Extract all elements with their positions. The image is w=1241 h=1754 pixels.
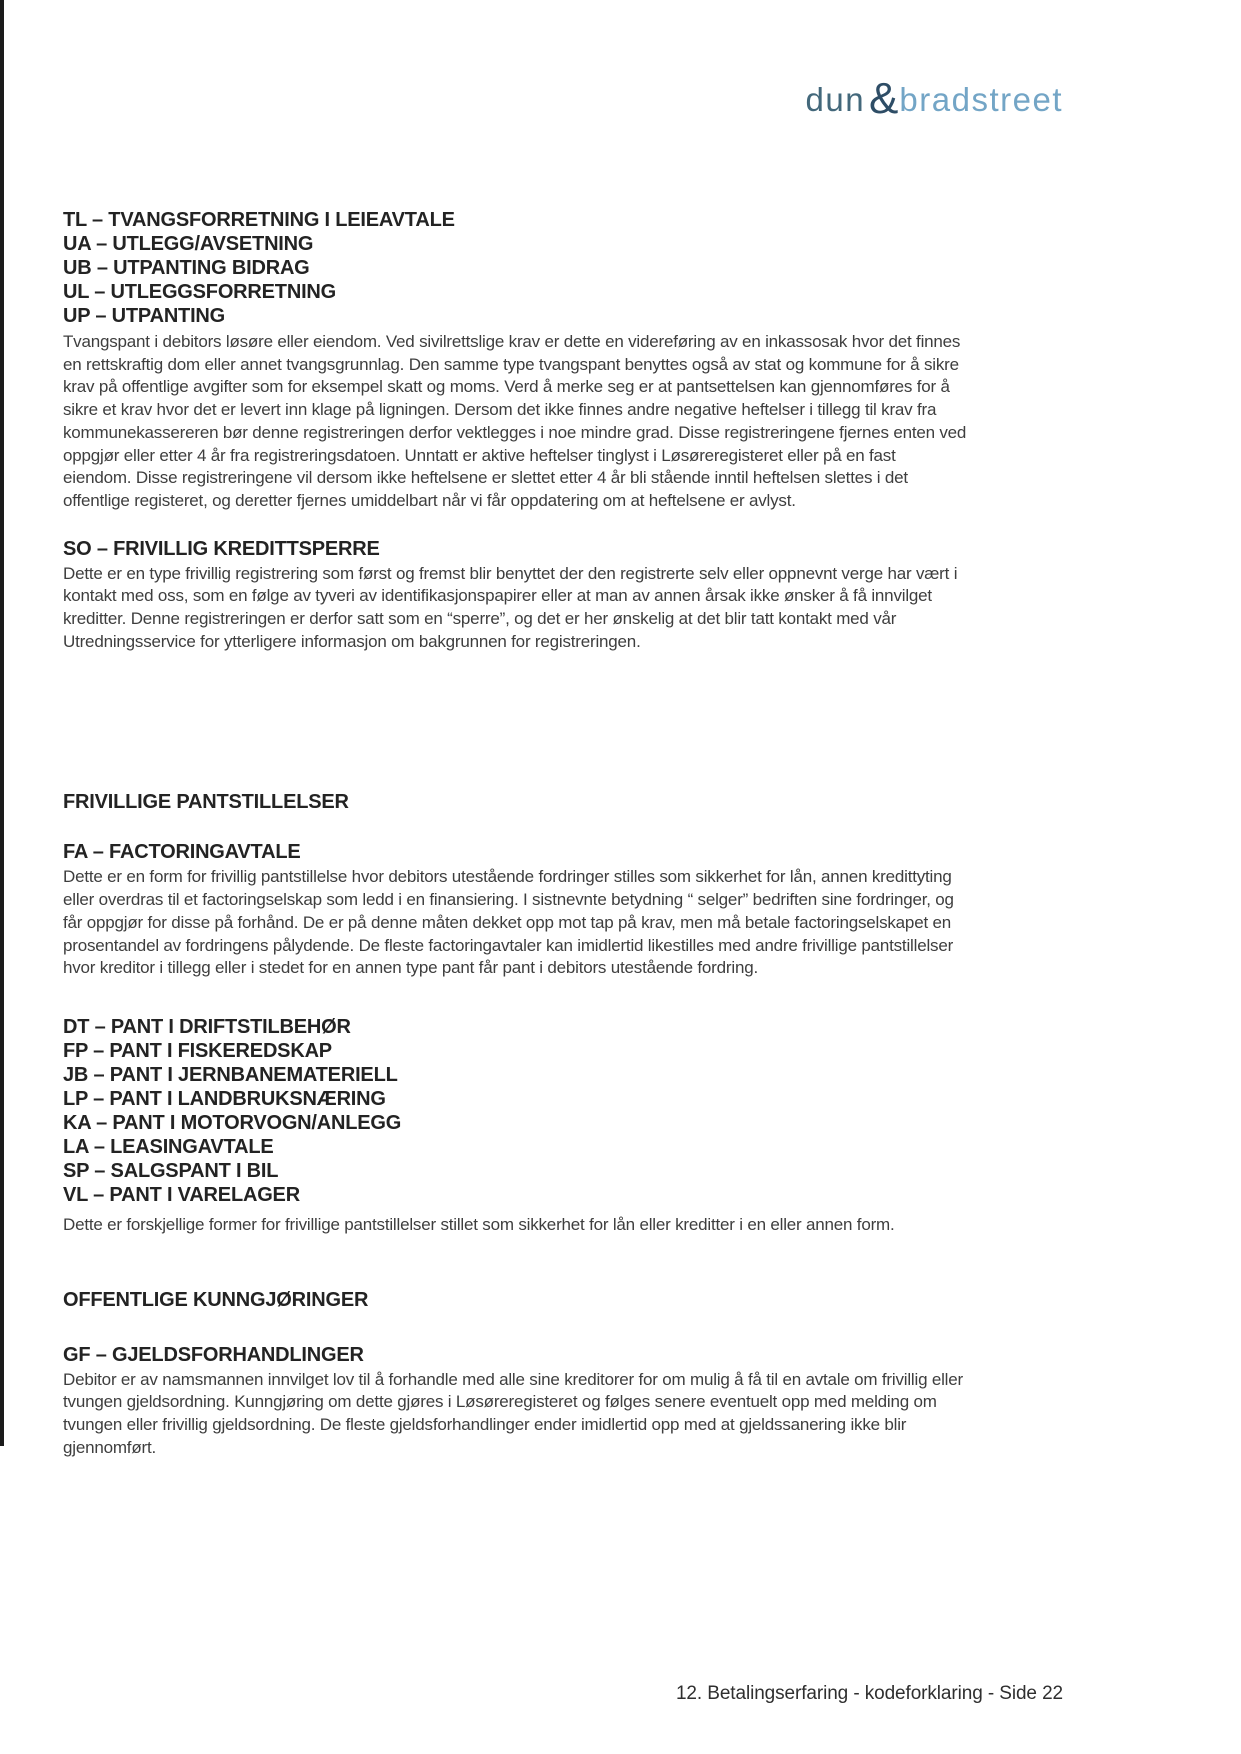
so-code-heading: SO – FRIVILLIG KREDITTSPERRE	[63, 537, 380, 560]
code-list-tvang	[63, 208, 968, 328]
code-line: UP – UTPANTING	[63, 305, 226, 327]
document-body	[63, 208, 968, 1459]
scan-edge-artifact	[0, 0, 4, 1446]
gf-paragraph: Debitor er av namsmannen innvilget lov til å forhandle med alle sine kreditorer for om mulig å få til en avtale om frivillig eller tvungen gjeldsordning. Kunngjøring om dette gjøres i Løsøreregisteret og følges senere eventuelt opp med melding om tvungen eller frivillig gjeldsordning. De fleste gjeldsforhandlinger ender imidlertid opp med at gjeldssanering ikke blir gjennomført.	[63, 1369, 963, 1457]
code-line: DT – PANT I DRIFTSTILBEHØR	[63, 1015, 351, 1038]
section-heading-frivillige-pantstillelser: FRIVILLIGE PANTSTILLELSER	[63, 791, 349, 814]
fa-paragraph: Dette er en form for frivillig pantstillelse hvor debitors utestående fordringer stilles som sikkerhet for lån, annen kredittyting eller overdras til et factoringselskap som ledd i en finansiering. I sistnevnte betydning “ selger” bedriften sine fordringer, og får oppgjør for disse på forhånd. De er på denne måten dekket opp mot tap på krav, men må betale factoringselskapet en prosentandel av fordringens pålydende. De fleste factoringavtaler kan imidlertid likestilles med andre frivillige pantstillelser hvor kreditor i tillegg eller i stedet for en annen type pant får pant i debitors utestående fordring.	[63, 867, 954, 978]
pant-paragraph: Dette er forskjellige former for frivillige pantstillelser stillet som sikkerhet for lån eller kreditter i en eller annen form.	[63, 1214, 895, 1234]
gf-code-heading: GF – GJELDSFORHANDLINGER	[63, 1343, 364, 1366]
page-footer: 12. Betalingserfaring - kodeforklaring - Side 22	[675, 1683, 1063, 1704]
tvangspant-paragraph: Tvangspant i debitors løsøre eller eiendom. Ved sivilrettslige krav er dette en videreføring av en inkassosak hvor det finnes en rettskraftig dom eller annet tvangsgrunnlag. Den samme type tvangspant benyttes også av stat og kommune for å sikre krav på offentlige avgifter som for eksempel skatt og moms. Verd å merke seg er at pantsettelsen kan gjennomføres for å sikre et krav hvor det er levert inn klage på ligningen. Dersom det ikke finnes andre negative heftelser i tillegg til krav fra kommunekassereren bør denne registreringen derfor vektlegges i noe mindre grad. Disse registreringene fjernes enten ved oppgjør eller etter 4 år fra registreringsdatoen. Unntatt er aktive heftelser tinglyst i Løsøreregisteret eller på en fast eiendom. Disse registreringene vil dersom ikke heftelsene er slettet etter 4 år bli stående inntil heftelsen slettes i det offentlige registeret, og deretter fjernes umiddelbart når vi får oppdatering om at heftelsene er avlyst.	[63, 332, 967, 510]
code-line: LP – PANT I LANDBRUKSNÆRING	[63, 1087, 386, 1110]
code-line: UB – UTPANTING BIDRAG	[63, 257, 310, 279]
code-line: SP – SALGSPANT I BIL	[63, 1159, 279, 1182]
code-line: JB – PANT I JERNBANEMATERIELL	[63, 1063, 398, 1086]
logo-text-dun: dun	[805, 81, 866, 118]
code-line: TL – TVANGSFORRETNING I LEIEAVTALE	[63, 209, 455, 231]
dun-and-bradstreet-logo	[805, 72, 1063, 122]
code-line: UA – UTLEGG/AVSETNING	[63, 233, 314, 255]
fa-code-heading: FA – FACTORINGAVTALE	[63, 841, 301, 864]
code-list-pant	[63, 1015, 968, 1207]
code-line: FP – PANT I FISKEREDSKAP	[63, 1039, 332, 1062]
section-heading-offentlige-kunngjoringer: OFFENTLIGE KUNNGJØRINGER	[63, 1288, 369, 1311]
code-line: UL – UTLEGGSFORRETNING	[63, 281, 337, 303]
code-line: LA – LEASINGAVTALE	[63, 1135, 274, 1158]
code-line: KA – PANT I MOTORVOGN/ANLEGG	[63, 1111, 402, 1134]
code-line: VL – PANT I VARELAGER	[63, 1183, 300, 1206]
logo-ampersand: &	[869, 74, 899, 123]
logo-text-bradstreet: bradstreet	[899, 81, 1063, 118]
so-paragraph: Dette er en type frivillig registrering som først og fremst blir benyttet der den registrerte selv eller oppnevnt verge har vært i kontakt med oss, som en følge av tyveri av identifikasjonspapirer eller at man av annen årsak ikke ønsker å få innvilget kreditter. Denne registreringen er derfor satt som en “sperre”, og det er her ønskelig at det blir tatt kontakt med vår Utredningsservice for ytterligere informasjon om bakgrunnen for registreringen.	[63, 563, 958, 651]
